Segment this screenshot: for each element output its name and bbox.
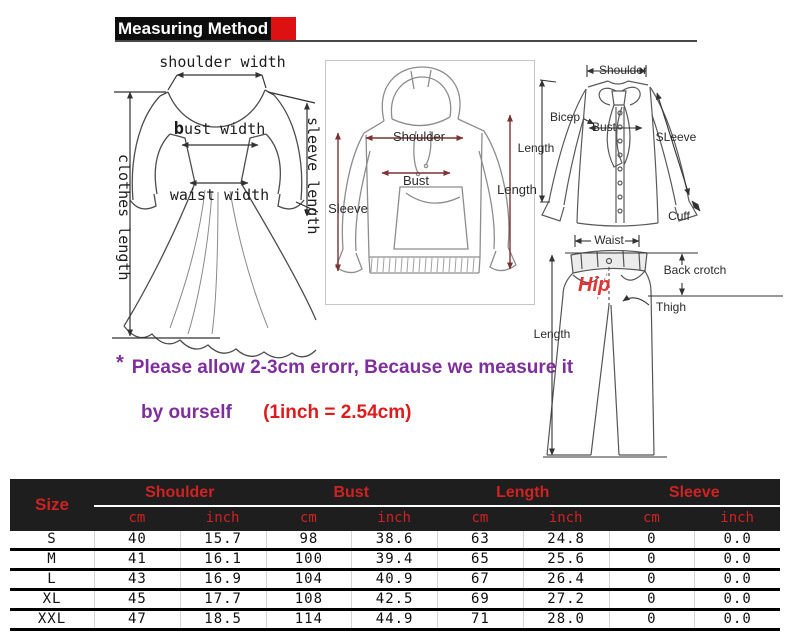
group-header-shoulder: Shoulder: [145, 484, 215, 501]
unit-header-cm: cm: [642, 510, 660, 526]
size-table-header: [10, 479, 780, 531]
group-header-sleeve: Sleeve: [668, 484, 720, 501]
size-table: [10, 479, 780, 631]
unit-header-inch: inch: [205, 510, 240, 526]
value-cell: 25.6: [523, 551, 609, 568]
value-cell: 24.8: [523, 531, 609, 548]
hoodie-shoulder-label: Shoulder: [392, 129, 446, 144]
size-column-header: Size: [34, 495, 70, 514]
pants-thigh-label: Thigh: [655, 300, 687, 314]
blouse-diagram: [540, 55, 710, 235]
value-cell: 0.0: [694, 531, 780, 548]
page-title: Measuring Method: [115, 17, 271, 41]
value-cell: 42.5: [351, 591, 437, 608]
value-cell: 47: [94, 611, 180, 628]
pants-length-label: Length: [533, 327, 571, 341]
value-cell: 100: [266, 551, 352, 568]
pants-diagram: [535, 225, 786, 470]
value-cell: 65: [437, 551, 523, 568]
asterisk: *: [116, 352, 124, 374]
table-row-xl: [10, 591, 780, 611]
value-cell: 16.1: [180, 551, 266, 568]
size-cell: XXL: [37, 611, 67, 627]
dress-clothes-length-label: clothes length: [115, 154, 133, 281]
blouse-length-label: Length: [517, 141, 555, 155]
blouse-bicep-label: Bicep: [549, 110, 581, 124]
hoodie-bust-label: Bust: [402, 173, 429, 188]
value-cell: 16.9: [180, 571, 266, 588]
value-cell: 41: [94, 551, 180, 568]
group-header-row: [94, 479, 780, 505]
value-cell: 28.0: [523, 611, 609, 628]
value-cell: 18.5: [180, 611, 266, 628]
value-cell: 63: [437, 531, 523, 548]
inch-conversion-text: (1inch = 2.54cm): [263, 402, 412, 423]
dress-waist-width-label: waist width: [169, 186, 270, 204]
unit-header-inch: inch: [548, 510, 583, 526]
value-cell: 98: [266, 531, 352, 548]
dress-sleeve-length-label: sleeve length: [304, 117, 322, 235]
blouse-cuff-label: Cuff: [668, 209, 690, 223]
hoodie-sleeve-label: Sleeve: [328, 201, 368, 216]
group-header-bust: Bust: [333, 484, 370, 501]
size-cell: M: [47, 551, 57, 567]
table-row-m: [10, 551, 780, 571]
hoodie-length-label: Length: [497, 182, 537, 197]
value-cell: 45: [94, 591, 180, 608]
value-cell: 114: [266, 611, 352, 628]
table-row-l: [10, 571, 780, 591]
by-ourself-text: by ourself: [141, 402, 232, 423]
dress-shoulder-width-label: shoulder width: [159, 53, 286, 71]
value-cell: 0.0: [694, 571, 780, 588]
unit-header-row: [94, 507, 780, 531]
value-cell: 0: [609, 571, 695, 588]
disclaimer-text: Please allow 2-3cm erorr, Because we measure it: [131, 357, 574, 378]
unit-header-inch: inch: [720, 510, 754, 526]
table-row-xxl: [10, 611, 780, 631]
value-cell: 0.0: [694, 611, 780, 628]
value-cell: 0: [609, 551, 695, 568]
value-cell: 38.6: [351, 531, 437, 548]
group-header-length: Length: [496, 484, 550, 501]
value-cell: 27.2: [523, 591, 609, 608]
size-cell: S: [47, 531, 57, 547]
measure-disclaimer-line1: [116, 352, 573, 379]
blouse-sleeve-label: SLeeve: [655, 130, 697, 144]
value-cell: 0: [609, 591, 695, 608]
blouse-bust-label: Bust: [591, 120, 616, 134]
value-cell: 0.0: [694, 551, 780, 568]
value-cell: 104: [266, 571, 352, 588]
value-cell: 17.7: [180, 591, 266, 608]
value-cell: 0: [609, 531, 695, 548]
unit-header-cm: cm: [299, 510, 317, 526]
blouse-shoulder-label: Shoulder: [598, 63, 648, 77]
value-cell: 15.7: [180, 531, 266, 548]
size-cell: XL: [42, 591, 62, 607]
value-cell: 0.0: [694, 591, 780, 608]
value-cell: 108: [266, 591, 352, 608]
value-cell: 67: [437, 571, 523, 588]
value-cell: 26.4: [523, 571, 609, 588]
value-cell: 69: [437, 591, 523, 608]
value-cell: 40.9: [351, 571, 437, 588]
value-cell: 0: [609, 611, 695, 628]
value-cell: 40: [94, 531, 180, 548]
value-cell: 43: [94, 571, 180, 588]
value-cell: 44.9: [351, 611, 437, 628]
value-cell: 39.4: [351, 551, 437, 568]
measure-disclaimer-line2: [141, 402, 411, 424]
title-underline: [115, 40, 697, 42]
pants-hip-label: Hip: [578, 274, 611, 296]
dress-bust-width-label: bust width: [173, 119, 266, 139]
title-red-square: [271, 17, 296, 42]
pants-waist-label: Waist: [594, 233, 624, 247]
size-cell: L: [47, 571, 57, 587]
pants-back-crotch-label: Back crotch: [663, 263, 727, 277]
unit-header-cm: cm: [128, 510, 146, 526]
unit-header-inch: inch: [377, 510, 411, 526]
table-row-s: [10, 531, 780, 551]
size-table-body: [10, 531, 780, 631]
value-cell: 71: [437, 611, 523, 628]
unit-header-cm: cm: [471, 510, 489, 526]
